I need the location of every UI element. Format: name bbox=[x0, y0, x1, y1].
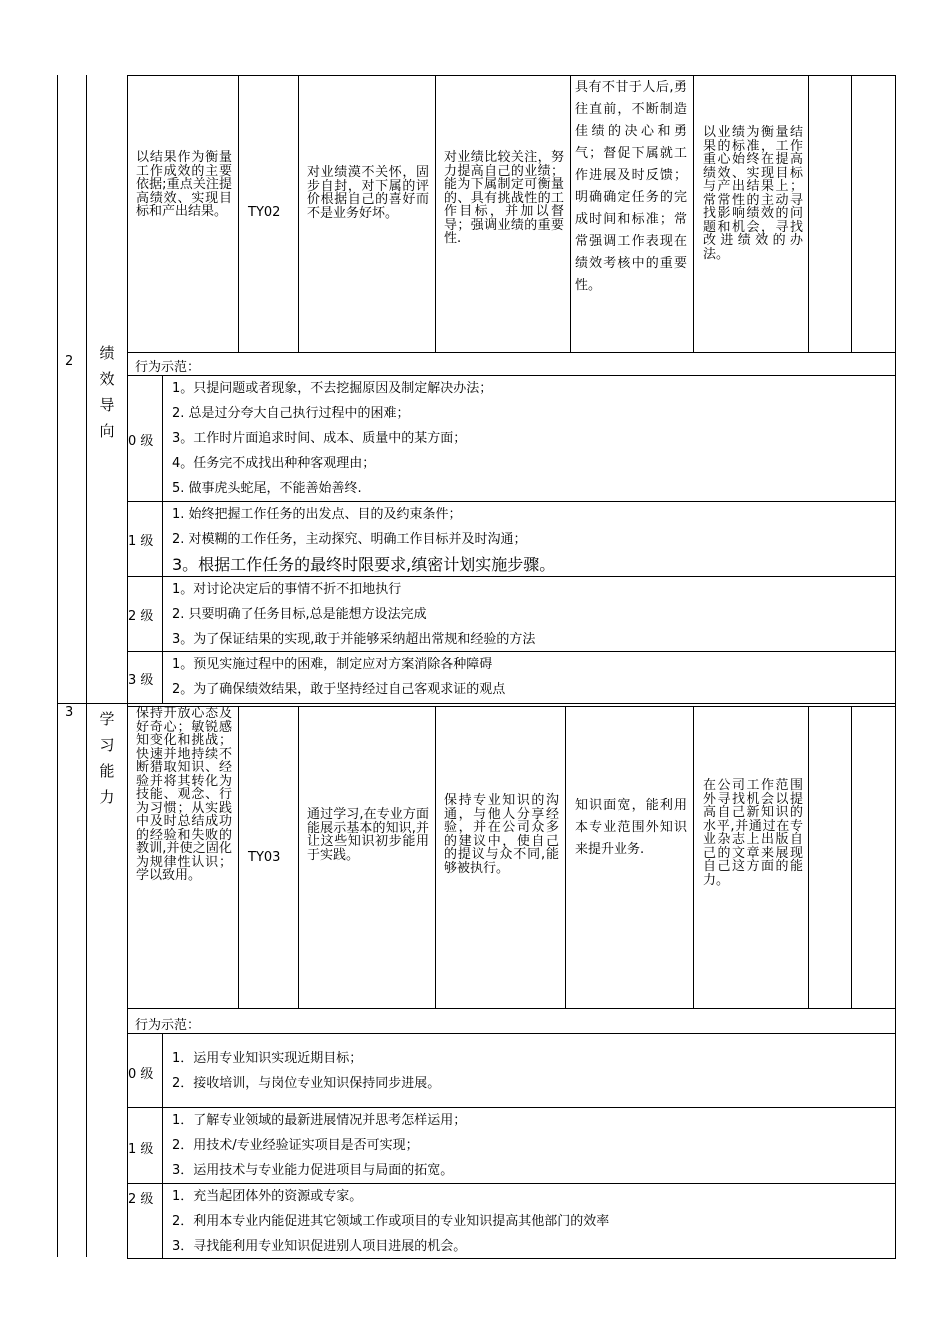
level-definition: 以业绩为衡量结果的标准，工作重心始终在提高绩效、实现目标与产出结果上；常常性的主动寻找影响绩效的问题和机会，寻找改进绩效的办法。 bbox=[703, 125, 803, 262]
category-label: 学 习 能 力 bbox=[99, 710, 115, 806]
level-items bbox=[172, 1184, 609, 1259]
behavior-item: 2。为了确保绩效结果，敢于坚持经过自己客观求证的观点 bbox=[172, 682, 506, 697]
cell-divider bbox=[693, 75, 694, 352]
category-label: 绩 效 导 向 bbox=[99, 344, 115, 440]
cell-divider bbox=[851, 706, 852, 1008]
row-divider bbox=[127, 1033, 896, 1034]
level-label: 2 级 bbox=[128, 609, 154, 624]
level-label-divider bbox=[162, 1033, 163, 1258]
level-items bbox=[172, 502, 555, 577]
cell-divider bbox=[238, 75, 239, 352]
level-definition: 在公司工作范围外寻找机会以提高自己新知识的水平,并通过在专业杂志上出版自己的文章来展现自己这方面的能力。 bbox=[703, 778, 803, 888]
cell-divider bbox=[570, 75, 571, 352]
section-divider bbox=[127, 706, 896, 707]
section-divider bbox=[57, 703, 896, 704]
behavior-item: 1。只提问题或者现象，不去挖掘原因及制定解决办法； bbox=[172, 381, 493, 396]
row-number: 3 bbox=[65, 705, 74, 720]
level-label: 0 级 bbox=[128, 1067, 154, 1082]
competency-description: 以结果作为衡量工作成效的主要依据;重点关注提高绩效、实现目标和产出结果。 bbox=[136, 150, 232, 219]
competency-code: TY03 bbox=[248, 850, 281, 865]
behavior-item: 1．了解专业领域的最新进展情况并思考怎样运用； bbox=[172, 1113, 467, 1128]
cell-divider bbox=[565, 706, 566, 1008]
behavior-item: 2．利用本专业内能促进其它领域工作或项目的专业知识提高其他部门的效率 bbox=[172, 1214, 610, 1229]
behavior-item: 1．运用专业知识实现近期目标； bbox=[172, 1051, 363, 1066]
cell-divider bbox=[808, 706, 809, 1008]
level-items bbox=[172, 376, 492, 501]
behavior-item: 1。对讨论决定后的事情不折不扣地执行 bbox=[172, 582, 402, 597]
right-border bbox=[895, 75, 896, 1259]
row-divider bbox=[127, 352, 896, 353]
behavior-item: 3．运用技术与专业能力促进项目与局面的拓宽。 bbox=[172, 1163, 454, 1178]
level-definition: 保持专业知识的沟通，与他人分享经验，并在公司众多的建议中，使自己的提议与众不同,能够被执行。 bbox=[444, 793, 559, 876]
level-definition: 对业绩比较关注，努力提高自己的业绩；能为下属制定可衡量的、具有挑战性的工作目标，并加以督导；强调业绩的重要性. bbox=[444, 150, 564, 246]
behavior-item: 1．充当起团体外的资源或专家。 bbox=[172, 1189, 363, 1204]
competency-description: 保持开放心态及好奇心；敏锐感知变化和挑战；快速并地持续不断猎取知识、经验并将其转化为技能、观念、行为习惯；从实践中及时总结成功的经验和失败的教训,并使之固化为规律性认识；学以致用。 bbox=[136, 706, 232, 883]
level-label: 2 级 bbox=[128, 1192, 154, 1207]
cell-divider bbox=[435, 706, 436, 1008]
cell-divider bbox=[298, 706, 299, 1008]
behavior-header: 行为示范： bbox=[135, 1018, 201, 1033]
behavior-item: 2. 对模糊的工作任务，主动探究、明确工作目标并及时沟通； bbox=[172, 532, 527, 547]
cell-divider bbox=[851, 75, 852, 352]
row-divider bbox=[127, 1008, 896, 1009]
cell-divider bbox=[435, 75, 436, 352]
level-items bbox=[172, 577, 535, 652]
behavior-item: 1。预见实施过程中的困难，制定应对方案消除各种障碍 bbox=[172, 657, 493, 672]
left-border bbox=[57, 75, 58, 1257]
level-label-divider bbox=[162, 375, 163, 703]
cell-divider bbox=[693, 706, 694, 1008]
behavior-item: 2．接收培训，与岗位专业知识保持同步进展。 bbox=[172, 1076, 441, 1091]
level-label: 3 级 bbox=[128, 673, 154, 688]
level-definition: 知识面宽，能利用本专业范围外知识来提升业务. bbox=[575, 798, 687, 857]
behavior-item: 2．用技术/专业经验证实项目是否可实现； bbox=[172, 1138, 419, 1153]
top-border bbox=[127, 75, 896, 76]
behavior-item: 1. 始终把握工作任务的出发点、目的及约束条件； bbox=[172, 507, 462, 522]
cell-divider bbox=[238, 706, 239, 1008]
behavior-item: 2. 只要明确了任务目标,总是能想方设法完成 bbox=[172, 607, 427, 622]
behavior-item: 3．寻找能利用专业知识促进别人项目进展的机会。 bbox=[172, 1239, 467, 1254]
behavior-item: 4。任务完不成找出种种客观理由； bbox=[172, 456, 376, 471]
behavior-item: 3。根据工作任务的最终时限要求,缜密计划实施步骤。 bbox=[172, 555, 556, 574]
level-label: 1 级 bbox=[128, 1142, 154, 1157]
behavior-item: 5. 做事虎头蛇尾，不能善始善终. bbox=[172, 481, 362, 496]
level-items bbox=[172, 1108, 466, 1183]
behavior-item: 2. 总是过分夸大自己执行过程中的困难； bbox=[172, 406, 410, 421]
competency-code: TY02 bbox=[248, 205, 281, 220]
behavior-item: 3。为了保证结果的实现,敢于并能够采纳超出常规和经验的方法 bbox=[172, 632, 536, 647]
level-definition: 具有不甘于人后,勇往直前，不断制造佳绩的决心和勇气；督促下属就工作进展及时反馈；明确确定任务的完成时间和标准；常常强调工作表现在绩效考核中的重要性。 bbox=[575, 80, 687, 293]
level-items bbox=[172, 652, 505, 702]
row-number: 2 bbox=[65, 354, 74, 369]
cell-divider bbox=[298, 75, 299, 352]
number-column-border bbox=[86, 75, 87, 1257]
behavior-header: 行为示范： bbox=[135, 360, 201, 375]
level-label: 1 级 bbox=[128, 534, 154, 549]
level-definition: 对业绩漠不关怀，固步自封，对下属的评价根据自己的喜好而不是业务好坏。 bbox=[307, 165, 429, 221]
behavior-item: 3。工作时片面追求时间、成本、质量中的某方面； bbox=[172, 431, 467, 446]
level-label: 0 级 bbox=[128, 434, 154, 449]
level-items bbox=[172, 1046, 440, 1096]
cell-divider bbox=[808, 75, 809, 352]
level-definition: 通过学习,在专业方面能展示基本的知识,并让这些知识初步能用于实践。 bbox=[307, 807, 429, 863]
